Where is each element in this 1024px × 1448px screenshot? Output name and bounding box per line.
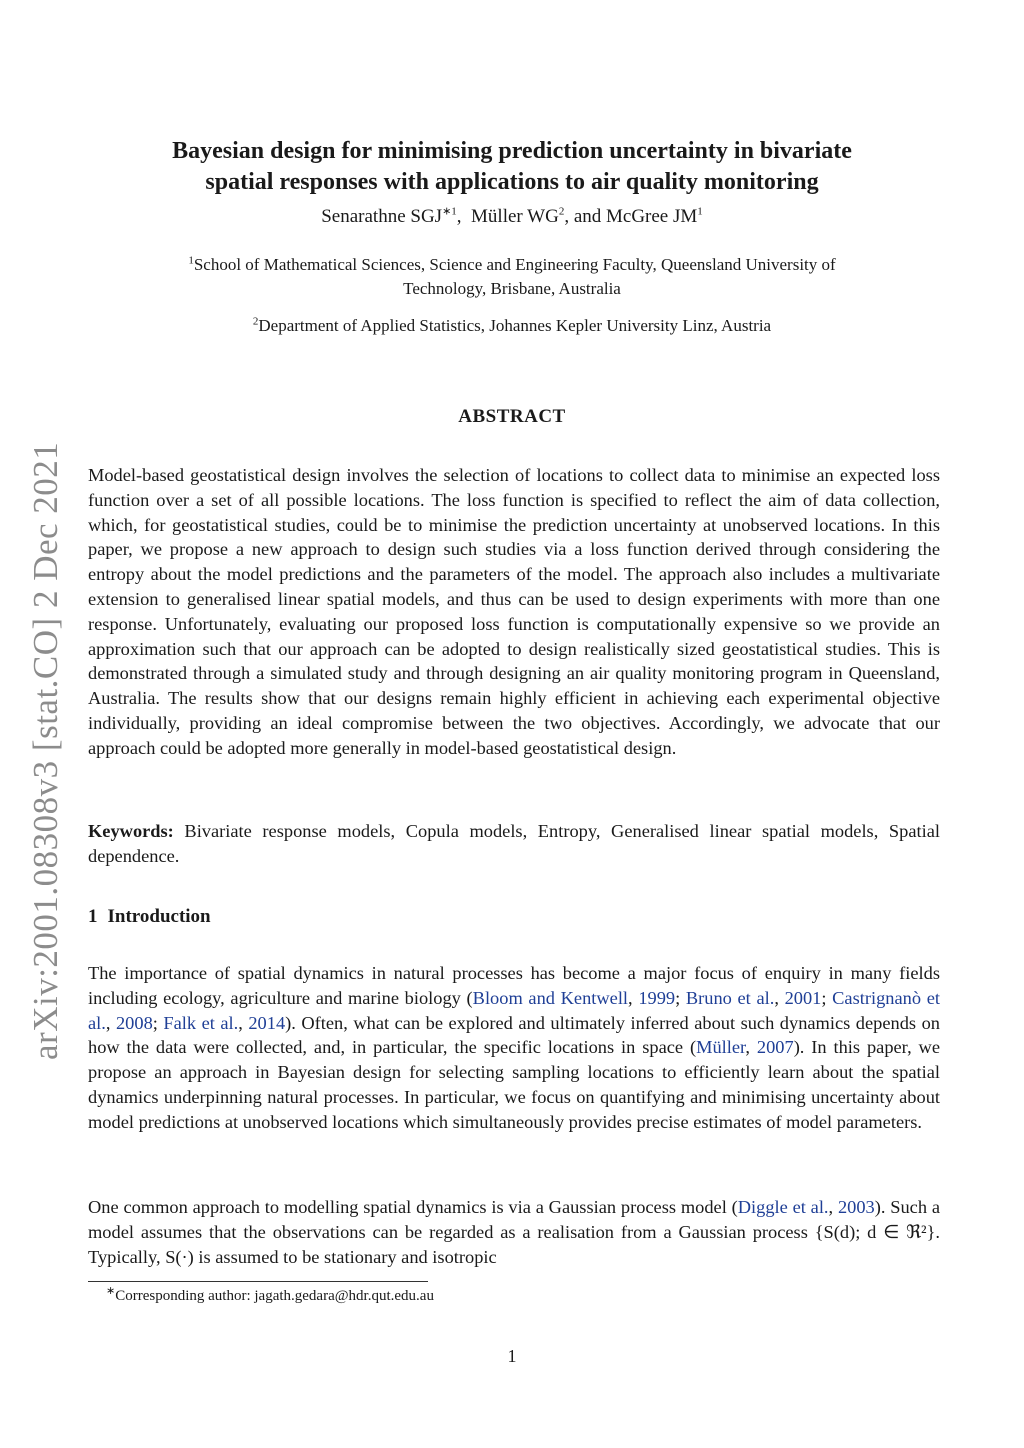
citation-sep: , xyxy=(105,1012,116,1033)
intro-p2-text-a: One common approach to modelling spatial dynamics is via a Gaussian process model ( xyxy=(88,1197,738,1217)
citation-bruno[interactable] xyxy=(686,988,774,1008)
abstract-heading: ABSTRACT xyxy=(458,406,566,427)
footnote-marker: ∗ xyxy=(106,1285,116,1297)
citation-author: Castrignanò et al. xyxy=(88,987,940,1033)
citation-year: 2014 xyxy=(248,1012,286,1033)
author-list: Senarathne $SGJ^{∗1}$, Müller $WG^2$, and McGree $JM^1$ xyxy=(321,205,703,227)
footnote xyxy=(106,1285,434,1305)
keywords-text: Bivariate response models, Copula models, Entropy, Generalised linear spatial models, Spatial dependence. xyxy=(88,821,940,866)
citation-author: Falk et al. xyxy=(163,1012,239,1033)
author-1: Senarathne SGJ xyxy=(321,206,443,227)
citation-year: 2007 xyxy=(756,1037,794,1058)
citation-year: 1999 xyxy=(638,987,676,1008)
author-3: , and McGree JM xyxy=(564,206,698,227)
citation-diggle[interactable] xyxy=(738,1197,829,1217)
page-number: 1 xyxy=(507,1346,517,1366)
section-heading-introduction xyxy=(88,906,221,928)
citation-bruno-year[interactable] xyxy=(785,988,822,1008)
intro-paragraph-1 xyxy=(88,961,940,1135)
citation-sep: , xyxy=(238,1012,249,1033)
author-2-sup: 2 xyxy=(558,205,565,218)
keywords-label: Keywords: xyxy=(88,821,174,841)
author-2: Müller WG xyxy=(471,206,559,227)
citation-muller[interactable] xyxy=(696,1037,745,1057)
affiliation-2 xyxy=(88,314,936,338)
citation-sep: , xyxy=(774,987,785,1008)
citation-separator: ; xyxy=(675,987,686,1008)
affiliation-1-line-1: School of Mathematical Sciences, Science and Engineering Faculty, Queensland University of xyxy=(193,255,836,274)
title-line-2: spatial responses with applications to air quality monitoring xyxy=(205,169,819,195)
arxiv-stamp: arXiv:2001.08308v3 [stat.CO] 2 Dec 2021 xyxy=(26,441,65,1060)
citation-bloom-kentwell[interactable] xyxy=(473,988,628,1008)
author-3-sup: 1 xyxy=(697,205,703,218)
citation-separator: ; xyxy=(821,987,833,1008)
affiliation-1 xyxy=(88,253,936,301)
affiliation-2-sup: 2 xyxy=(252,315,259,328)
citation-sep: , xyxy=(628,987,639,1008)
affiliation-2-text: Department of Applied Statistics, Johannes Kepler University Linz, Austria xyxy=(258,316,772,335)
citation-bloom-kentwell-year[interactable] xyxy=(638,988,675,1008)
intro-paragraph-2 xyxy=(88,1195,940,1269)
intro-p1-text-a: The importance of spatial dynamics in natural processes has become a major focus of enquiry in many fields including ecology, agriculture and marine biology ( xyxy=(88,963,940,1008)
citation-castrignano-year[interactable] xyxy=(116,1013,153,1033)
citation-year: 2008 xyxy=(115,1012,153,1033)
section-title: Introduction xyxy=(107,906,211,927)
citation-author: Diggle et al. xyxy=(737,1197,829,1217)
author-1-sup: ∗1 xyxy=(442,205,457,218)
citation-year: 2001 xyxy=(784,987,822,1008)
affiliation-1-line-2: Technology, Brisbane, Australia xyxy=(403,279,621,298)
citation-sep: , xyxy=(828,1197,838,1217)
citation-diggle-year[interactable] xyxy=(838,1197,875,1217)
keywords xyxy=(88,819,940,869)
title-line-1: Bayesian design for minimising prediction uncertainty in bivariate xyxy=(172,138,852,164)
affiliation-1-sup: 1 xyxy=(188,254,194,267)
section-number: 1 xyxy=(88,906,98,927)
citation-author: Müller xyxy=(696,1037,746,1058)
abstract-text: Model-based geostatistical design involves the selection of locations to collect data to minimise an expected loss function over a set of all possible locations. The loss function is specified to reflect the aim of data collection, which, for geostatistical studies, could be to minimise the prediction uncertainty at unobserved locations. In this paper, we propose a new approach to design such studies via a loss function derived through considering the entropy about the model predictions and the parameters of the model. The approach also includes a multivariate extension to generalised linear spatial models, and thus can be used to design experiments with more than one response. Unfortunately, evaluating our proposed loss function is computationally expensive so we provide an approximation such that our approach can be adopted to design realistically sized geostatistical studies. This is demonstrated through a simulated study and through designing an air quality monitoring program in Queensland, Australia. The results show that our designs remain highly efficient in achieving each experimental objective individually, providing an ideal compromise between the two objectives. Accordingly, we advocate that our approach could be adopted more generally in model-based geostatistical design. xyxy=(88,465,940,758)
intro-p2-text-b: ). Such a model assumes that the observations can be regarded as a realisation from a Gaussian process {S(d); d ∈ ℜ²}. Typically, S(·) is assumed to be stationary and isotropic xyxy=(88,1197,940,1267)
footnote-rule xyxy=(88,1281,428,1282)
paper-title xyxy=(88,136,936,198)
footnote-text: Corresponding author: jagath.gedara@hdr.qut.edu.au xyxy=(115,1288,434,1304)
intro-p1-text-b: ). Often, what can be explored and ultimately inferred about such dynamics depends on how the data were collected, and, in particular, the specific locations in space ( xyxy=(88,1012,940,1058)
citation-muller-year[interactable] xyxy=(757,1037,794,1057)
citation-falk[interactable] xyxy=(163,1013,238,1033)
citation-separator: ; xyxy=(152,1012,164,1033)
citation-author: Bruno et al. xyxy=(685,987,775,1008)
citation-sep: , xyxy=(745,1037,757,1058)
citation-author: Bloom and Kentwell xyxy=(472,987,629,1008)
intro-p1-text-c: ). In this paper, we propose an approach in Bayesian design for selecting sampling locations to efficiently learn about the spatial dynamics underpinning natural processes. In particular, we focus on quantifying and minimising uncertainty about model predictions at unobserved locations which simultaneously provides precise estimates of model parameters. xyxy=(88,1037,940,1132)
citation-year: 2003 xyxy=(837,1197,875,1217)
citation-falk-year[interactable] xyxy=(248,1013,285,1033)
